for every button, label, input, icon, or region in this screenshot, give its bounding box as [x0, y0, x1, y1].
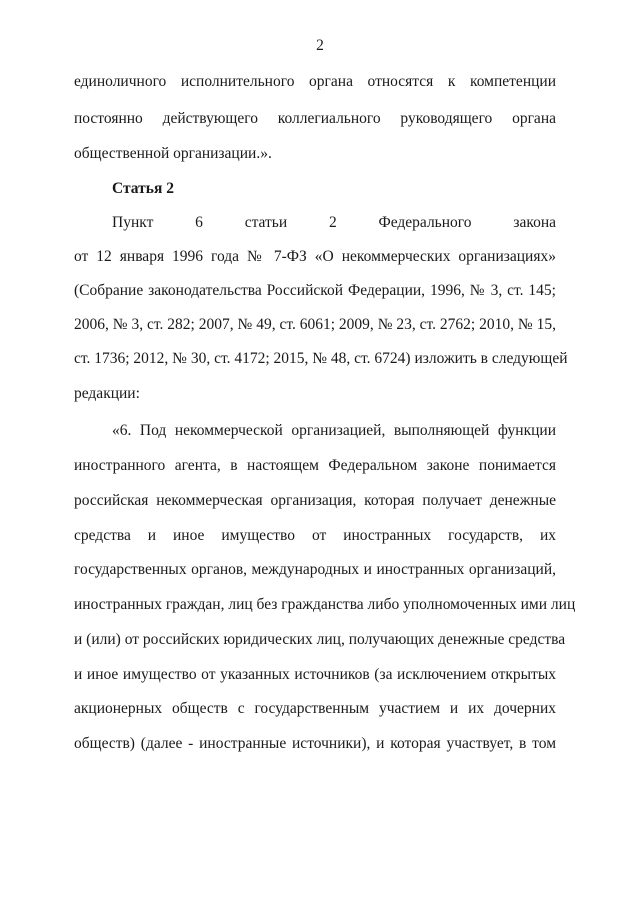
para2-line-2: иностранного агента, в настоящем Федеральном законе понимается: [74, 457, 556, 474]
para1-line-1: Пункт 6 статьи 2 Федерального закона: [112, 214, 556, 231]
para2-line-3: российская некоммерческая организация, которая получает денежные: [74, 492, 556, 509]
para1-line-3: (Собрание законодательства Российской Федерации, 1996, № 3, ст. 145;: [74, 282, 556, 299]
page-number: 2: [316, 37, 324, 54]
para2-line-4: средства и иное имущество от иностранных государств, их: [74, 527, 556, 544]
para2-line-5: государственных органов, международных и иностранных организаций,: [74, 561, 556, 578]
article-heading: Статья 2: [112, 180, 174, 197]
para1-line-6: редакции:: [74, 385, 140, 402]
para2-line-10: обществ) (далее - иностранные источники), и которая участвует, в том: [74, 735, 556, 752]
para1-line-5: ст. 1736; 2012, № 30, ст. 4172; 2015, № 48, ст. 6724) изложить в следующей: [74, 350, 568, 367]
para2-line-7: и (или) от российских юридических лиц, получающих денежные средства: [74, 631, 566, 648]
para2-line-9: акционерных обществ с государственным участием и их дочерних: [74, 700, 556, 717]
para1-line-4: 2006, № 3, ст. 282; 2007, № 49, ст. 6061; 2009, № 23, ст. 2762; 2010, № 15,: [74, 316, 556, 333]
para2-line-1: «6. Под некоммерческой организацией, выполняющей функции: [112, 422, 556, 439]
intro-line-3: общественной организации.».: [74, 145, 272, 162]
intro-line-1: единоличного исполнительного органа относятся к компетенции: [74, 73, 556, 90]
para1-line-2: от 12 января 1996 года № 7-ФЗ «О некоммерческих организациях»: [74, 248, 556, 265]
para2-line-8: и иное имущество от указанных источников (за исключением открытых: [74, 666, 556, 683]
para2-line-6: иностранных граждан, лиц без гражданства либо уполномоченных ими лиц: [74, 596, 576, 613]
intro-line-2: постоянно действующего коллегиального руководящего органа: [74, 110, 556, 127]
